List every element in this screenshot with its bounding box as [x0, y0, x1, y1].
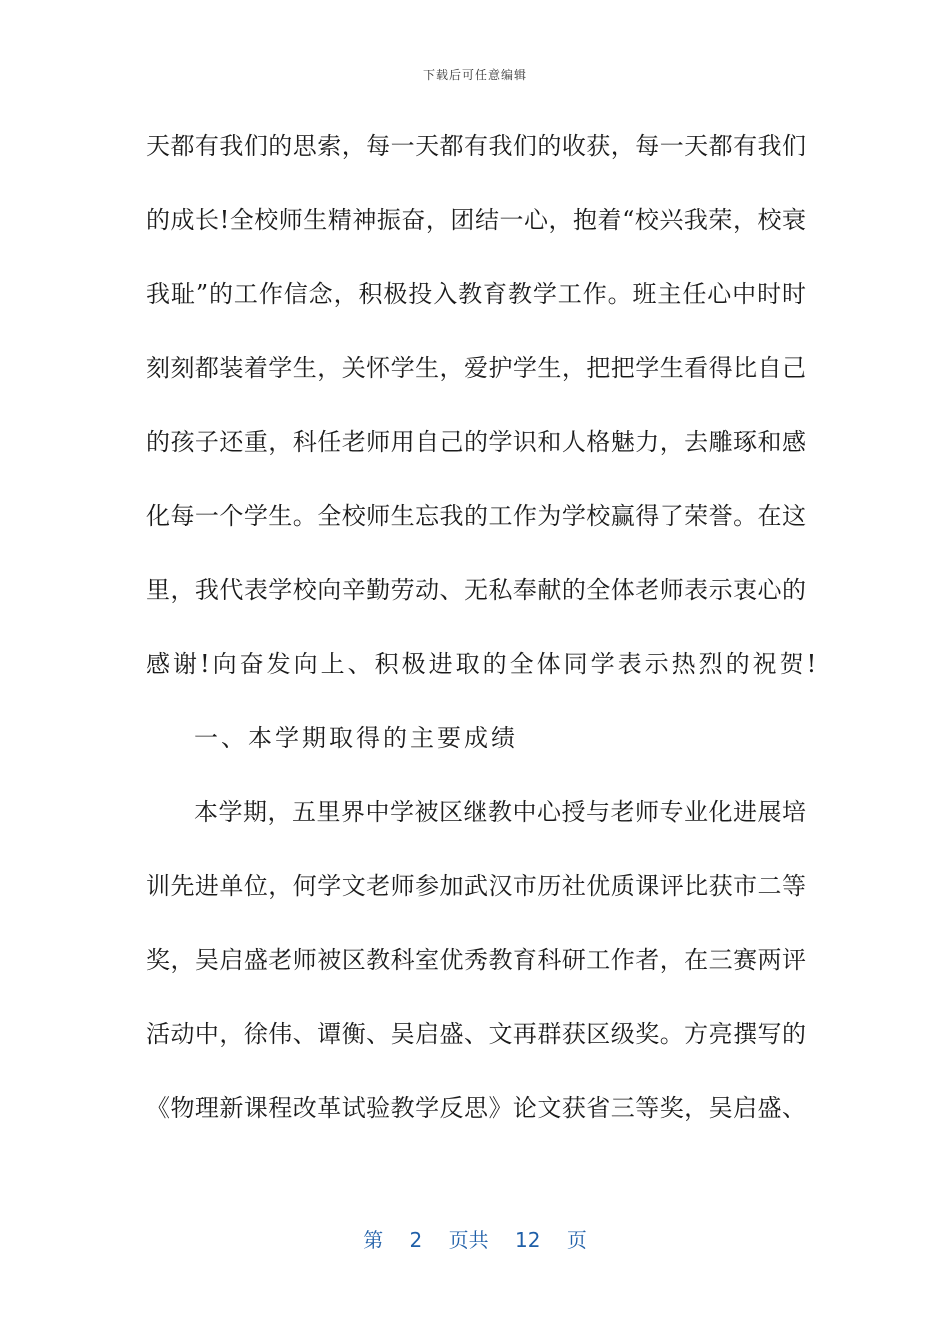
- document-body: [146, 120, 820, 1156]
- text-line: 训先进单位，何学文老师参加武汉市历社优质课评比获市二等: [146, 872, 806, 900]
- page-suffix: 页: [566, 1228, 587, 1252]
- text-line: 的成长!全校师生精神振奋，团结一心，抱着“校兴我荣，校衰: [146, 206, 806, 234]
- current-page-number: 2: [409, 1228, 423, 1252]
- text-line: 天都有我们的思索，每一天都有我们的收获，每一天都有我们: [146, 132, 806, 160]
- section-heading: 一、本学期取得的主要成绩: [194, 724, 518, 752]
- page-footer: [0, 1224, 950, 1253]
- header-note: 下载后可任意编辑: [422, 68, 527, 82]
- total-page-count: 12: [515, 1228, 541, 1252]
- text-line: 化每一个学生。全校师生忘我的工作为学校赢得了荣誉。在这: [146, 502, 806, 530]
- text-line: 刻刻都装着学生，关怀学生，爱护学生，把把学生看得比自己: [146, 354, 806, 382]
- text-line: 的孩子还重，科任老师用自己的学识和人格魅力，去雕琢和感: [146, 428, 806, 456]
- text-line: 活动中，徐伟、谭衡、吴启盛、文再群获区级奖。方亮撰写的: [146, 1020, 806, 1048]
- page-middle: 页共: [448, 1228, 489, 1252]
- text-line: 我耻”的工作信念，积极投入教育教学工作。班主任心中时时: [146, 280, 806, 308]
- text-line: 里，我代表学校向辛勤劳动、无私奉献的全体老师表示衷心的: [146, 576, 806, 604]
- text-line: 奖，吴启盛老师被区教科室优秀教育科研工作者，在三赛两评: [146, 946, 806, 974]
- text-line: 本学期，五里界中学被区继教中心授与老师专业化进展培: [194, 798, 806, 826]
- text-line: 《物理新课程改革试验教学反思》论文获省三等奖，吴启盛、: [146, 1094, 806, 1122]
- page-prefix: 第: [363, 1228, 384, 1252]
- text-line: 感谢!向奋发向上、积极进取的全体同学表示热烈的祝贺!: [146, 650, 820, 678]
